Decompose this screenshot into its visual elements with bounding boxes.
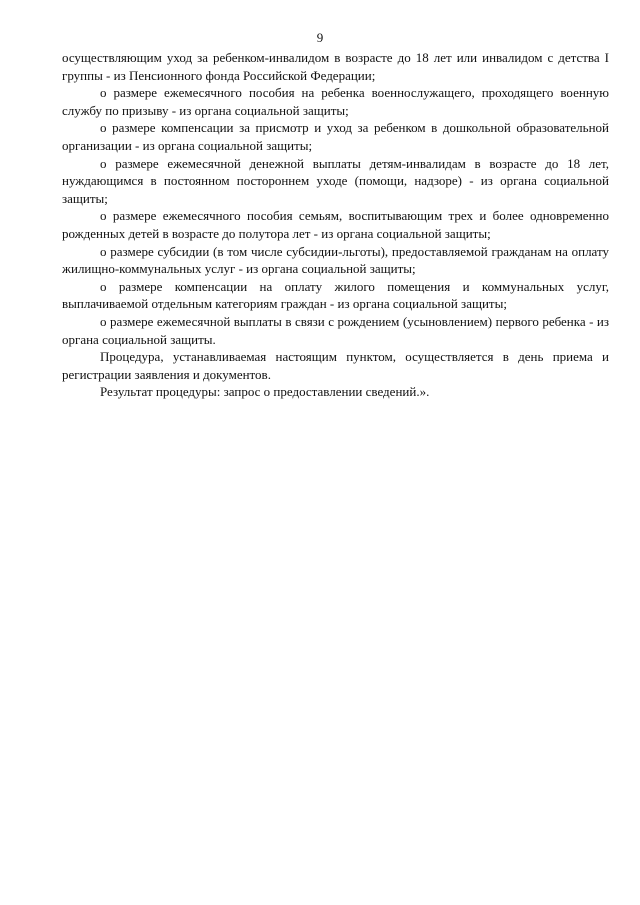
paragraph-multiple-births-allowance: о размере ежемесячного пособия семьям, воспитывающим трех и более одновременно рожденных детей в возрасте до полутора лет - из органа социальной защиты; xyxy=(62,208,609,241)
paragraph-preschool-care-compensation: о размере компенсации за присмотр и уход за ребенком в дошкольной образовательной организации - из органа социальной защиты; xyxy=(62,120,609,153)
paragraph-housing-compensation: о размере компенсации на оплату жилого помещения и коммунальных услуг, выплачиваемой отдельным категориям граждан - из органа социальной защиты; xyxy=(62,278,609,312)
page-number: 9 xyxy=(316,30,324,45)
paragraph-housing-subsidy: о размере субсидии (в том числе субсидии-льготы), предоставляемой гражданам на оплату жилищно-коммунальных услуг - из органа социальной защиты; xyxy=(62,243,609,277)
paragraph-pension-fund: осуществляющим уход за ребенком-инвалидом в возрасте до 18 лет или инвалидом с детства I группы - из Пенсионного фонда Российской Федерации; xyxy=(62,50,609,83)
paragraph-disabled-children-payment: о размере ежемесячной денежной выплаты детям-инвалидам в возрасте до 18 лет, нуждающимся в постоянном постороннем уходе (помощи, надзоре) - из органа социальной защиты; xyxy=(62,155,609,206)
document-body xyxy=(62,49,609,401)
paragraph-first-child-payment: о размере ежемесячной выплаты в связи с рождением (усыновлением) первого ребенка - из органа социальной защиты. xyxy=(62,313,609,347)
paragraph-procedure-result: Результат процедуры: запрос о предоставлении сведений.». xyxy=(100,384,430,400)
paragraph-military-child-allowance: о размере ежемесячного пособия на ребенка военнослужащего, проходящего военную службу по призыву - из органа социальной защиты; xyxy=(62,85,609,118)
paragraph-procedure: Процедура, устанавливаемая настоящим пунктом, осуществляется в день приема и регистрации заявления и документов. xyxy=(62,349,609,382)
